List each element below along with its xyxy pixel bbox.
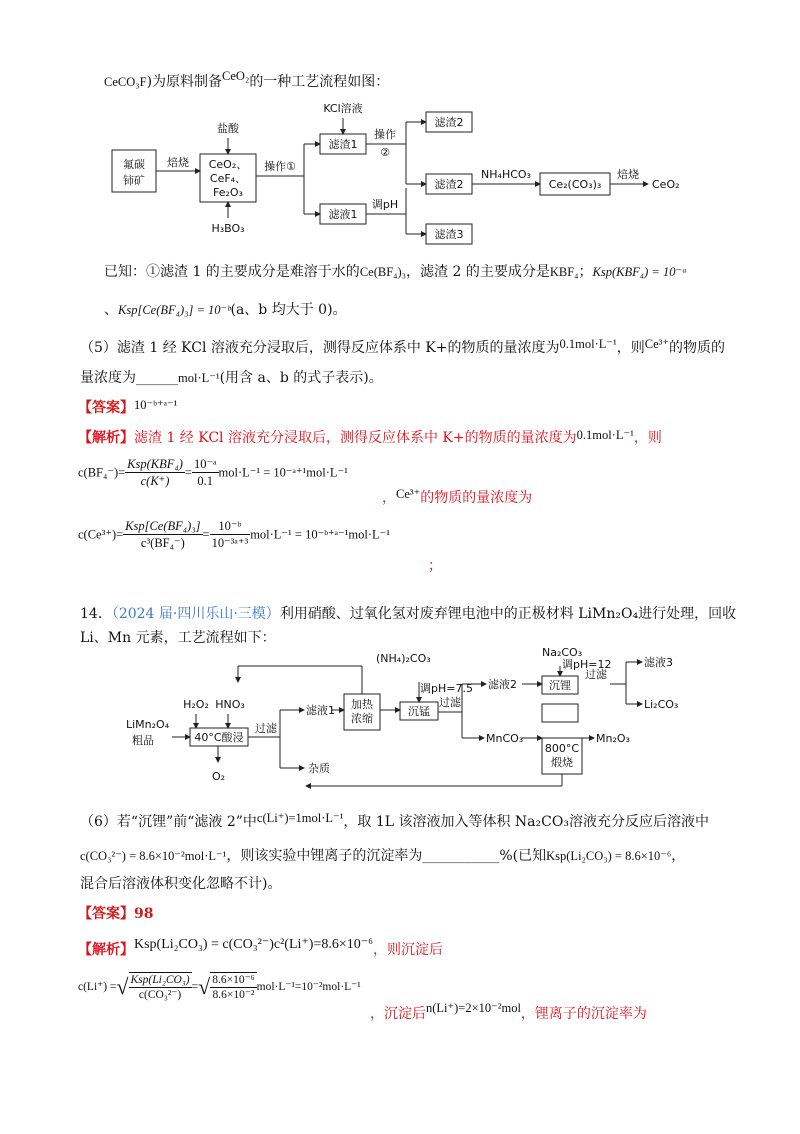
eq-li-num: Ksp(Li₂CO₃)	[130, 974, 190, 986]
known-text-e: (a、b 均大于 0)。	[230, 302, 347, 318]
exp-semicolon: ；	[428, 558, 442, 574]
explanation6-eq1: Ksp(Li₂CO₃) = c(CO₃²⁻)c²(Li⁺)=8.6×10⁻⁶	[134, 937, 374, 952]
filter2-label: 过滤	[439, 696, 461, 709]
q6-blank: ___________	[422, 848, 500, 864]
mn2o3-label: Mn₂O₃	[596, 732, 630, 745]
explanation-6-line-3	[370, 1001, 647, 1024]
q6-text-f: 混合后溶液体积变化忽略不计)。	[80, 876, 282, 892]
residue1-label: 滤渣1	[328, 138, 358, 151]
filtrate2-label: 滤液2	[488, 678, 517, 691]
eq-bf4-num2: 10⁻ᵃ	[193, 457, 217, 471]
mix-label-1: CeO₂、	[208, 158, 248, 171]
ceo2-product-label: CeO₂	[652, 178, 680, 191]
eq-ce3-rhs: mol·L⁻¹ = 10⁻ᵇ⁺ᵃ⁻¹mol·L⁻¹	[250, 527, 390, 542]
ce2co33-label: Ce₂(CO₃)₃	[548, 178, 602, 191]
q5-unit: mol·L⁻¹	[178, 371, 220, 385]
ksp-kbf4: Ksp(KBF₄) = 10⁻ᵃ	[592, 265, 688, 279]
known-line-2	[104, 300, 347, 320]
h3bo3-label: H₃BO₃	[211, 222, 245, 235]
impurity-label: 杂质	[308, 762, 330, 775]
filter3-label: 过滤	[585, 668, 607, 681]
ore-label-1: 氟碳	[123, 158, 145, 171]
explanation6-tail: ，则沉淀后	[373, 942, 444, 958]
li-precip-label: 沉锂	[549, 679, 571, 692]
ksp-ce-bf4-3: Ksp[Ce(BF₄)₃] = 10⁻ᵇ	[118, 303, 231, 317]
q14-line-1	[80, 604, 736, 624]
crude-label: 粗品	[132, 734, 154, 747]
eq-bf4-frac-2	[192, 456, 219, 489]
q14-text-2: Li、Mn 元素，工艺流程如下：	[80, 630, 276, 646]
li2co3-label: Li₂CO₃	[644, 698, 679, 711]
eq-li-rhs: mol·L⁻¹=10⁻²mol·L⁻¹	[256, 981, 361, 993]
answer-5	[78, 398, 177, 418]
nh4co3-label: (NH₄)₂CO₃	[376, 652, 431, 665]
eq-li-frac	[129, 972, 192, 1002]
filtrate1-label-2: 滤液1	[306, 704, 335, 717]
roast2-label: 焙烧	[617, 168, 639, 181]
roast-label: 焙烧	[167, 156, 189, 169]
ph75-label: 调pH=7.5	[420, 682, 473, 695]
eq-bf4-frac	[125, 456, 185, 489]
answer6-value: 98	[134, 906, 154, 922]
heat-label-1: 加热	[351, 698, 373, 711]
intro-text-b: 的一种工艺流程如图：	[249, 74, 390, 90]
residue3-label: 滤渣3	[434, 228, 464, 241]
intro-line	[104, 69, 390, 92]
eq-ce3-lhs: c(Ce³⁺)=	[78, 527, 124, 542]
explanation6-label: 【解析】	[78, 942, 134, 958]
eq-ce3-num2: 10⁻ᵇ	[210, 518, 251, 535]
op2-num: ②	[380, 146, 390, 159]
op2-label: 操作	[374, 128, 396, 141]
q5-text-b: ，则	[616, 340, 645, 356]
leach-label: 40°C酸浸	[194, 731, 244, 744]
flowchart-2	[110, 638, 730, 794]
ceo2-formula: CeO₂	[222, 69, 250, 83]
limn2o4-label: LiMn₂O₄	[126, 718, 170, 731]
explanation-conc: 0.1mol·L⁻¹	[576, 428, 634, 442]
q6-line-3	[80, 874, 281, 894]
ce-bf4-3-formula: Ce(BF₄)₃	[359, 265, 407, 279]
eq-li-den2: 8.6×10⁻²	[212, 989, 255, 1001]
eq-ce3-den2: 10⁻³ᵃ⁺³	[211, 536, 249, 550]
answer6-label: 【答案】	[78, 906, 134, 922]
explanation-text: 滤渣 1 经 KCl 溶液充分浸取后，测得反应体系中 K+的物质的量浓度为	[134, 430, 577, 446]
q6-text-a: （6）若“沉锂”前“滤液 2”中	[80, 814, 257, 830]
q6-line-1	[80, 812, 709, 832]
q14-text-1: 利用硝酸、过氧化氢对废弃锂电池中的正极材料 LiMn₂O₄进行处理，回收	[279, 606, 737, 622]
eq-bf4-lhs: c(BF₄⁻)=	[78, 465, 126, 480]
eq-ce3-frac-2	[210, 518, 251, 551]
mix-label-2: CeF₄、	[209, 172, 247, 185]
q6-text-c: ，则该实验中锂离子的沉淀率为	[226, 848, 423, 864]
eq-bf4-den2: 0.1	[197, 474, 214, 488]
q6-text-e: ，	[671, 848, 686, 864]
exp6-nli: n(Li⁺)=2×10⁻²mol	[426, 1001, 521, 1015]
formula-cecoof: CeCO₃F	[104, 75, 147, 89]
explanation-label: 【解析】	[78, 430, 134, 446]
eq-bf4-den: c(K⁺)	[140, 474, 170, 488]
residue2b-label: 滤渣2	[434, 178, 464, 191]
q5-text: （5）滤渣 1 经 KCl 溶液充分浸取后，测得反应体系中 K+的物质的量浓度为	[80, 340, 560, 356]
q5-line-2	[80, 368, 383, 388]
equation-li: c(Li⁺) =√ $\frac{\text{Ksp(Li₂CO₃)}}{\text{c(CO₃²⁻)}}$ =√ $\frac{\text{8.6×10⁻⁶}}{\text{8.6×10⁻²}}$ mol·L⁻¹=10⁻²mol·L⁻¹	[78, 974, 361, 1001]
equation-ce3: c(Ce³⁺)= $\frac{\text{Ksp[Ce(BF₄)₃]}}{\text{c³(BF₄⁻)}}$ = $\frac{\text{10⁻ᵇ}}{\text{10⁻³ᵃ⁺³}}$ mol·L⁻¹ = 10⁻ᵇ⁺ᵃ⁻¹mol·L⁻¹	[78, 519, 390, 550]
q6-ksp: Ksp(Li₂CO₃) = 8.6×10⁻⁶	[546, 849, 672, 863]
ph12-label: 调pH=12	[562, 658, 612, 671]
filtrate3-label: 滤液3	[644, 656, 673, 669]
known-text-d: 、	[104, 302, 118, 318]
q6-text-b: ，取 1L 该溶液加入等体积 Na₂CO₃溶液充分反应后溶液中	[343, 814, 709, 830]
explanation-tail: ，则	[633, 430, 662, 446]
q5-blank: ______	[136, 370, 178, 386]
o2-label: O₂	[212, 770, 226, 783]
q5-conc: 0.1mol·L⁻¹	[559, 337, 617, 351]
filtrate1-label: 滤液1	[328, 208, 358, 221]
known-line-1	[104, 262, 687, 282]
kcl-label: KCl溶液	[323, 102, 363, 115]
q6-cco3: c(CO₃²⁻) = 8.6×10⁻²mol·L⁻¹	[80, 849, 227, 863]
q14-source: （2024 届·四川乐山·三模）	[111, 606, 280, 622]
known-text-a: 已知：①滤渣 1 的主要成分是难溶于水的	[104, 264, 360, 280]
answer-value: 10⁻ᵇ⁺ᵃ⁻¹	[134, 398, 178, 412]
known-text-c: ；	[578, 264, 593, 280]
nh4hco3-label: NH₄HCO₃	[481, 168, 531, 181]
explanation-5-line-2	[382, 488, 532, 508]
answer-6	[78, 904, 153, 924]
explanation-5-line-1	[78, 428, 662, 448]
q5-text-c: 的物质的	[668, 340, 725, 356]
q5-text-d: 量浓度为	[80, 370, 136, 386]
eq-ce3-frac	[123, 518, 202, 551]
explanation-6-line-1	[78, 937, 444, 961]
exp6-tail-a: ，沉淀后	[370, 1006, 426, 1022]
h2o2-label: H₂O₂	[183, 698, 209, 711]
eq-ce3-num: Ksp[Ce(BF₄)₃]	[125, 519, 201, 533]
equation-bf4: c(BF₄⁻)= $\frac{\text{Ksp(KBF₄)}}{c(K^+)}$ = $\frac{\text{10⁻ᵃ}}{0.1}$ mol·L⁻¹ = 10⁻ᵃ⁺¹mol·L⁻¹	[78, 457, 348, 488]
hno3-label: HNO₃	[215, 698, 245, 711]
q6-text-d: %(已知	[499, 848, 547, 864]
exp-comma: ，	[382, 490, 396, 506]
eq-li-den: c(CO₃²⁻)	[138, 989, 182, 1001]
q5-text-e: (用含 a、b 的式子表示)。	[219, 370, 383, 386]
residue2a-label: 滤渣2	[434, 116, 464, 129]
q5-line-1	[80, 338, 725, 358]
q6-cli: c(Li⁺)=1mol·L⁻¹	[256, 811, 344, 825]
eq-li-frac-2	[210, 972, 256, 1002]
intro-text-a: )为原料制备	[146, 74, 223, 90]
exp-ce3: Ce³⁺	[396, 487, 421, 501]
filter1-label: 过滤	[255, 722, 277, 735]
eq-li-lhs: c(Li⁺) =	[78, 981, 117, 993]
answer-label: 【答案】	[78, 400, 134, 416]
acid-label: 盐酸	[217, 122, 239, 135]
q14-number: 14．	[80, 606, 112, 622]
heat-label-2: 浓缩	[351, 712, 373, 725]
mn-precip-label: 沉锰	[408, 705, 430, 718]
na2co3-label: Na₂CO₃	[542, 646, 583, 659]
eq-ce3-den: c³(BF₄⁻)	[140, 536, 185, 550]
q6-line-2	[80, 846, 685, 866]
eq-li-num2: 8.6×10⁻⁶	[212, 974, 255, 986]
q5-ce3: Ce³⁺	[644, 337, 669, 351]
exp-ce-text: 的物质的量浓度为	[420, 490, 533, 506]
eq-bf4-num: Ksp(KBF₄)	[127, 457, 183, 471]
calc-label-1: 800°C	[544, 742, 580, 755]
kbf4-formula: KBF₄	[549, 265, 579, 279]
exp6-tail-b: ，锂离子的沉淀率为	[520, 1006, 647, 1022]
flowchart-1	[100, 98, 720, 248]
op1-label: 操作①	[264, 160, 296, 173]
known-text-b: ，滤渣 2 的主要成分是	[406, 264, 550, 280]
mnco3-label: MnCO₃	[486, 732, 524, 745]
calc-label-2: 煅烧	[551, 756, 573, 769]
eq-bf4-rhs: mol·L⁻¹ = 10⁻ᵃ⁺¹mol·L⁻¹	[218, 465, 348, 480]
ph-label: 调pH	[371, 198, 399, 211]
ore-label-2: 铈矿	[123, 174, 145, 187]
mix-label-3: Fe₂O₃	[213, 186, 243, 199]
